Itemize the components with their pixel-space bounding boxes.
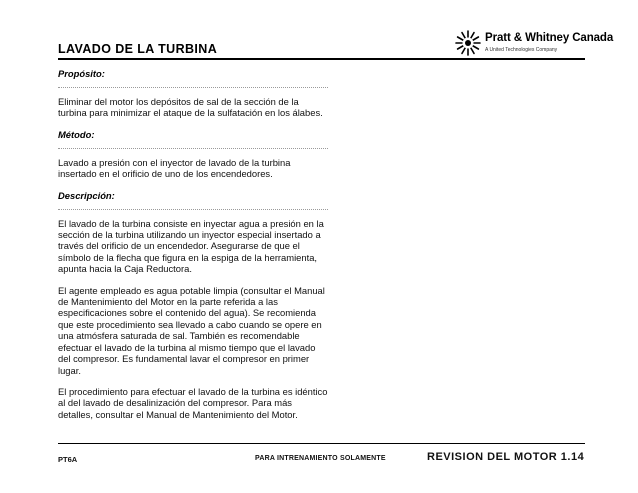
- section-separator: [58, 148, 328, 149]
- section-heading-descripcion: Descripción:: [58, 189, 115, 201]
- main-content: [58, 68, 328, 430]
- page-title: LAVADO DE LA TURBINA: [58, 42, 218, 56]
- sunburst-logo-icon: [455, 30, 481, 56]
- footer-model: PT6A: [58, 455, 78, 464]
- section-heading-proposito: Propósito:: [58, 68, 105, 79]
- footer-section-number: REVISION DEL MOTOR 1.14: [427, 451, 585, 463]
- proposito-paragraph: Eliminar del motor los depósitos de sal de la sección de la turbina para minimizar el ataque de la sulfatación en los álabes.: [58, 96, 323, 119]
- company-logo: [455, 30, 614, 58]
- footer-rule: [58, 443, 585, 444]
- descripcion-paragraph-1: El lavado de la turbina consiste en inyectar agua a presión en la sección de la turbina utilizando un inyector especial insertado a través del orificio de un encendedor. Asegurarse de que el símbolo de la flecha que figura en la espiga de la herramienta, apunta hacia la Caja Reductora.: [58, 217, 324, 275]
- descripcion-paragraph-2: El agente empleado es agua potable limpia (consultar el Manual de Mantenimiento del Motor en la parte referida a las especificaciones sobre el contenido del agua). Se recomienda que este procedimiento sea llevado a cabo cuando se opere en una atmósfera saturada de sal. También es recomendable efectuar el lavado de la turbina al mismo tiempo que el lavado del compresor. Es fundamental lavar el compresor en primer lugar.: [58, 284, 325, 376]
- section-separator: [58, 209, 328, 210]
- section-heading-metodo: Método:: [58, 128, 95, 140]
- logo-company-name: Pratt & Whitney Canada: [485, 32, 614, 44]
- footer-training-note: PARA INTRENAMIENTO SOLAMENTE: [255, 455, 386, 462]
- logo-company-subtitle: A United Technologies Company: [485, 47, 558, 53]
- section-separator: [58, 87, 328, 88]
- header-rule: [58, 58, 585, 60]
- descripcion-paragraph-3: El procedimiento para efectuar el lavado de la turbina es idéntico al del lavado de desalinización del compresor. Para más detalles, consultar el Manual de Mantenimiento del Motor.: [58, 385, 328, 420]
- metodo-paragraph: Lavado a presión con el inyector de lavado de la turbina insertado en el orificio de uno de los encendedores.: [58, 156, 291, 180]
